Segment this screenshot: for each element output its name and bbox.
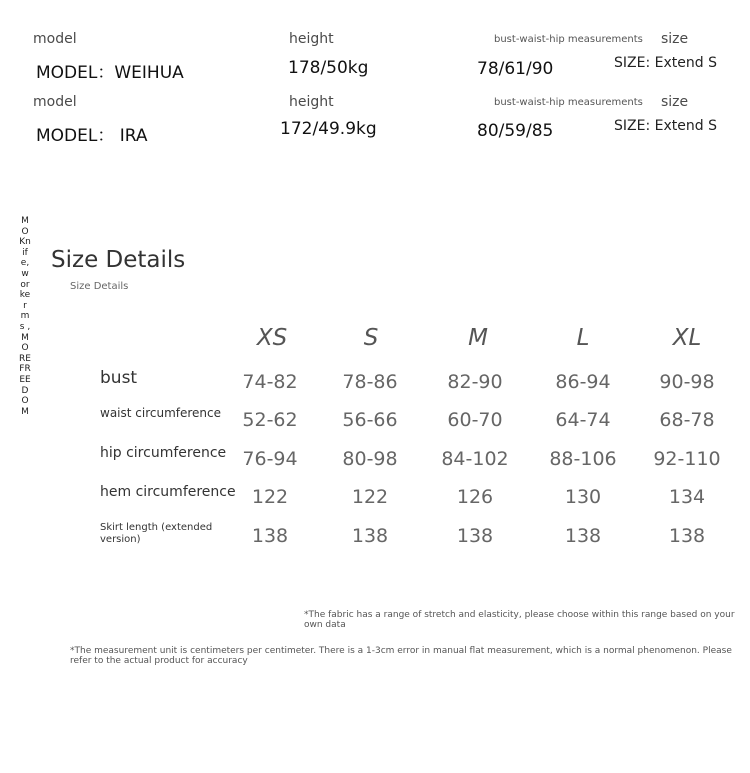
table-cell: 122: [251, 486, 289, 508]
size-column-header: S: [363, 325, 379, 351]
table-cell: 88-106: [549, 448, 617, 470]
measurement-note: *The measurement unit is centimeters per centimeter. There is a 1-3cm error in manual flat measurement, which is a normal phenomenon. Please refer to the actual product for accuracy: [70, 646, 732, 666]
table-cell: 68-78: [659, 409, 715, 431]
table-cell: 78-86: [342, 371, 398, 393]
height-label: height: [289, 94, 334, 110]
row-label: bust: [100, 368, 138, 388]
table-cell: 82-90: [447, 371, 503, 393]
model-label: model: [33, 94, 77, 110]
table-cell: 86-94: [555, 371, 611, 393]
measurements-label: bust-waist-hip measurements: [494, 34, 643, 45]
measurements-label: bust-waist-hip measurements: [494, 97, 643, 108]
model-size: SIZE: Extend S: [614, 118, 717, 134]
side-brand-text: MOKnife, worker ms , MORE FREEDOM: [19, 216, 31, 417]
model-height: 172/49.9kg: [280, 119, 377, 139]
size-column-header: L: [576, 325, 590, 351]
model-height: 178/50kg: [288, 58, 369, 78]
size-details-title: Size Details: [51, 247, 186, 273]
table-cell: 130: [564, 486, 602, 508]
row-label: Skirt length (extended version): [100, 522, 213, 545]
table-cell: 90-98: [659, 371, 715, 393]
table-cell: 92-110: [653, 448, 721, 470]
table-cell: 84-102: [441, 448, 509, 470]
table-cell: 80-98: [342, 448, 398, 470]
model-name: MODEL： IRA: [36, 126, 148, 146]
size-column-header: M: [468, 325, 488, 351]
model-measurements: 78/61/90: [477, 59, 554, 79]
model-measurements: 80/59/85: [477, 121, 554, 141]
model-size: SIZE: Extend S: [614, 55, 717, 71]
height-label: height: [289, 31, 334, 47]
table-cell: 122: [351, 486, 389, 508]
table-cell: 74-82: [242, 371, 298, 393]
size-column-header: XL: [672, 325, 702, 351]
model-name: MODEL：WEIHUA: [36, 63, 184, 83]
size-label: size: [661, 31, 689, 47]
table-cell: 138: [668, 525, 706, 547]
table-cell: 56-66: [342, 409, 398, 431]
table-cell: 64-74: [555, 409, 611, 431]
table-cell: 138: [456, 525, 494, 547]
fabric-note: *The fabric has a range of stretch and elasticity, please choose within this range based on your own data: [304, 610, 735, 630]
row-label: hem circumference: [100, 484, 236, 500]
table-cell: 52-62: [242, 409, 298, 431]
table-cell: 134: [668, 486, 706, 508]
table-cell: 60-70: [447, 409, 503, 431]
table-cell: 126: [456, 486, 494, 508]
size-details-subtitle: Size Details: [70, 281, 129, 292]
table-cell: 138: [564, 525, 602, 547]
row-label: hip circumference: [100, 445, 227, 461]
table-cell: 76-94: [242, 448, 298, 470]
model-label: model: [33, 31, 77, 47]
size-column-header: XS: [256, 325, 288, 351]
table-cell: 138: [251, 525, 289, 547]
row-label: waist circumference: [100, 406, 222, 420]
size-label: size: [661, 94, 689, 110]
table-cell: 138: [351, 525, 389, 547]
